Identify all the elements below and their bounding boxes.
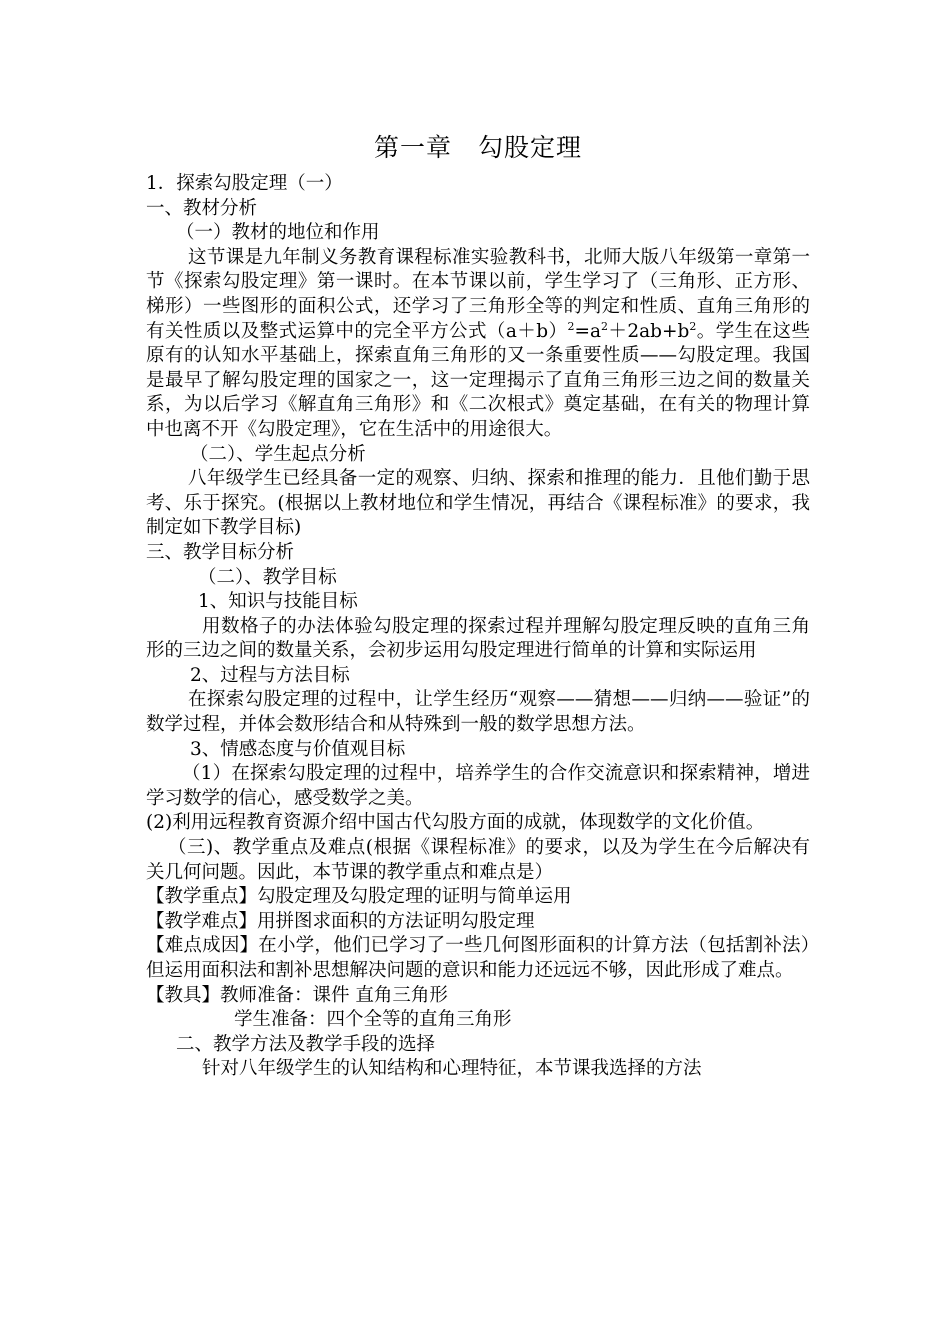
heading-textbook-position: （一）教材的地位和作用 [176,222,380,244]
chapter-title: 第一章 勾股定理 [373,133,582,162]
superscript: 2 [567,319,575,333]
paragraph-tools-teacher: 【教具】教师准备：课件 直角三角形 [146,984,448,1006]
heading-goal-process: 2、过程与方法目标 [190,664,350,686]
paragraph-part: 这节课是九年制义务教育课程标准实验教科书，北师大版八年级第一章第一节《探索勾股定理》第一课时。在本节课以前，学生学习了（三角形、正方形、梯形）一些图形的面积公式，还学习了三角形全等的判定和性质、直角三角形的有关性质以及整式运算中的完全平方公式（a＋b） [146,246,810,342]
paragraph-part: ＋2ab+b [607,320,690,342]
paragraph-tools-students: 学生准备：四个全等的直角三角形 [234,1009,512,1031]
heading-goal-knowledge: 1、知识与技能目标 [198,591,358,613]
paragraph-goal-attitude-2: (2)利用远程教育资源介绍中国古代勾股方面的成就，体现数学的文化价值。 [146,812,765,834]
paragraph-part: 。学生在这些原有的认知水平基础上，探索直角三角形的又一条重要性质——勾股定理。我国是最早了解勾股定理的国家之一，这一定理揭示了直角三角形三边之间的数量关系，为以后学习《解直角三角形》和《二次根式》奠定基础，在有关的物理计算中也离不开《勾股定理》，它在生活中的用途很大。 [146,320,810,440]
document-page [146,130,810,1082]
heading-textbook-analysis: 一、教材分析 [146,197,258,219]
paragraph-goal-knowledge: 用数格子的办法体验勾股定理的探索过程并理解勾股定理反映的直角三角形的三边之间的数量关系，会初步运用勾股定理进行简单的计算和实际运用 [146,615,810,662]
paragraph-methods: 针对八年级学生的认知结构和心理特征，本节课我选择的方法 [202,1058,702,1080]
heading-goal-attitude: 3、情感态度与价值观目标 [190,738,406,760]
paragraph-key-difficulty-intro: （三)、教学重点及难点(根据《课程标准》的要求，以及为学生在今后解决有关几何问题。因此，本节课的教学重点和难点是） [146,837,810,883]
heading-teaching-goals: （二）、教学目标 [198,566,337,588]
superscript: 2 [689,319,697,333]
paragraph-part: =a [574,320,601,342]
paragraph-goal-process: 在探索勾股定理的过程中，让学生经历“观察——猜想——归纳——验证”的数学过程，并体会数形结合和从特殊到一般的数学思想方法。 [146,689,810,736]
paragraph-goal-attitude-1: （1）在探索勾股定理的过程中，培养学生的合作交流意识和探索精神，增进学习数学的信心，感受数学之美。 [146,763,810,809]
heading-methods: 二、教学方法及教学手段的选择 [176,1033,436,1055]
paragraph-difficulty: 【教学难点】用拼图求面积的方法证明勾股定理 [146,910,535,932]
heading-student-analysis: （二）、学生起点分析 [190,443,366,465]
superscript: 2 [600,319,608,333]
paragraph-key-point: 【教学重点】勾股定理及勾股定理的证明与简单运用 [146,886,572,908]
paragraph-textbook-position [146,246,810,443]
heading-goals-analysis: 三、教学目标分析 [146,541,295,563]
paragraph-difficulty-cause: 【难点成因】在小学，他们已学习了一些几何图形面积的计算方法（包括割补法）但运用面积法和割补思想解决问题的意识和能力还远远不够，因此形成了难点。 [146,935,810,981]
section-heading: 1．探索勾股定理（一） [146,173,343,194]
paragraph-student-analysis: 八年级学生已经具备一定的观察、归纳、探索和推理的能力．且他们勤于思考、乐于探究。(根据以上教材地位和学生情况，再结合《课程标准》的要求，我制定如下教学目标) [146,468,810,539]
